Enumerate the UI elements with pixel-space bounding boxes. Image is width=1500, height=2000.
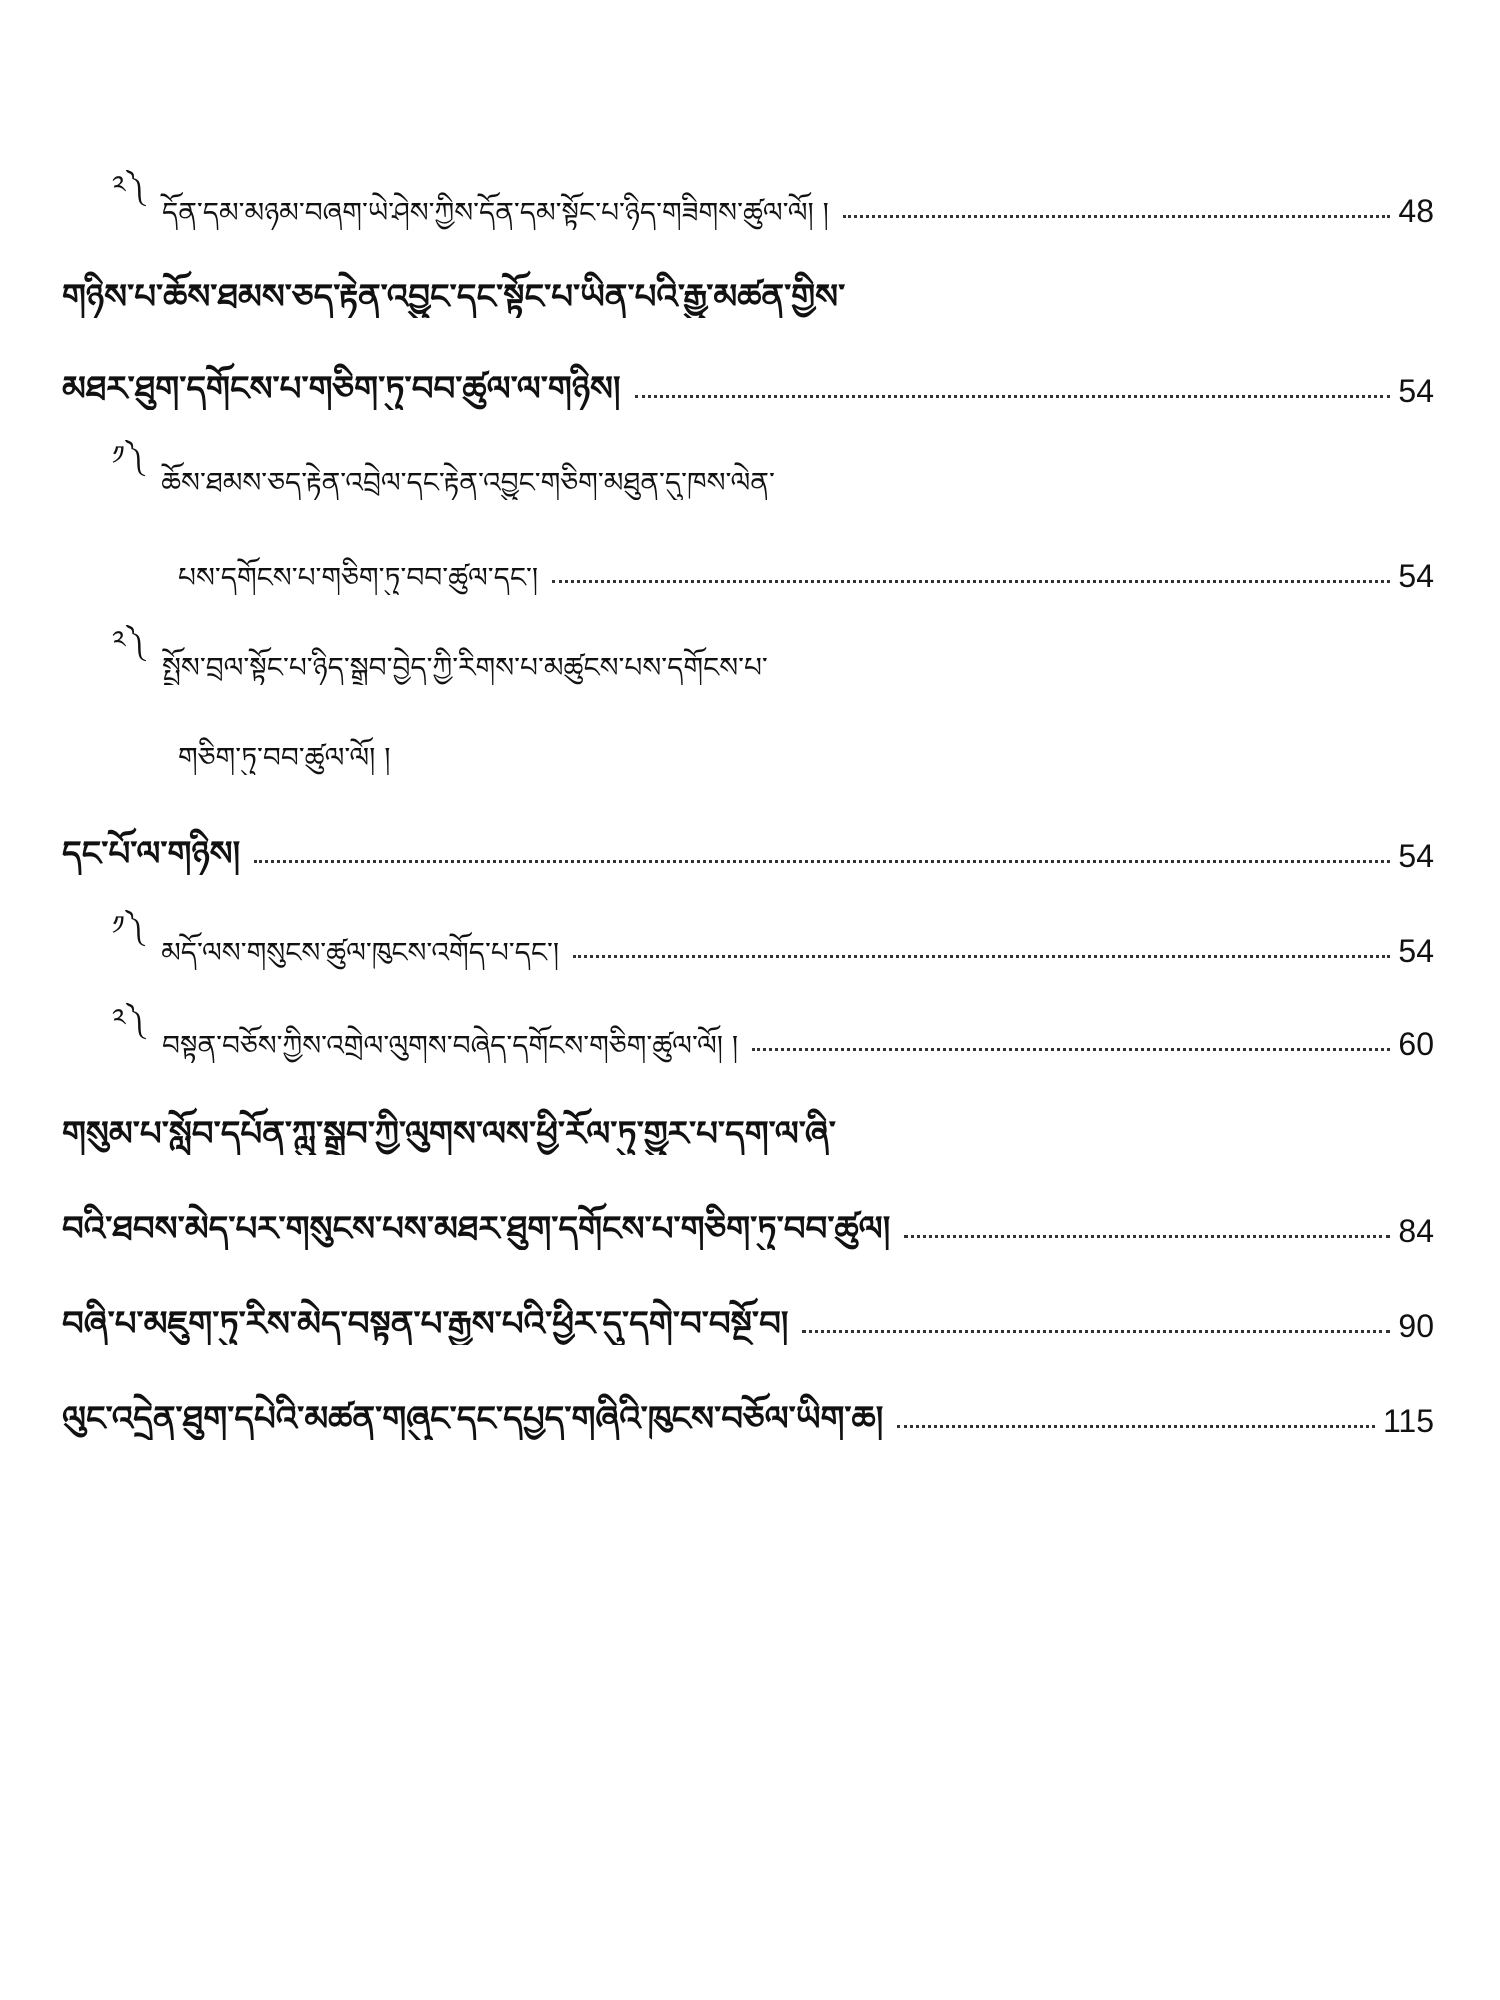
toc-entry [62, 1285, 1434, 1345]
toc-entry-continuation [62, 350, 1434, 410]
entry-title: སྤྲོས་བྲལ་སྟོང་པ་ཉིད་སྒྲུབ་བྱེད་ཀྱི་རིགས་པ་མཚུངས་པས་དགོངས་པ་ [162, 651, 768, 685]
page-number: 60 [1398, 1025, 1434, 1062]
dot-leader [552, 580, 1390, 583]
page-number: 54 [1398, 837, 1434, 874]
entry-number: ༢༽ [112, 626, 145, 656]
toc-entry [62, 258, 1162, 318]
page-number: 54 [1398, 557, 1434, 594]
dot-leader [897, 1425, 1375, 1428]
entry-title: བསྟན་བཅོས་ཀྱིས་འགྲེལ་ལུགས་བཞེད་དགོངས་གཅིག་ཚུལ་ལོ། ། [162, 1029, 739, 1063]
entry-number: ༡༽ [112, 441, 144, 471]
toc-entry [62, 1095, 1162, 1155]
toc-entry [62, 815, 1434, 875]
entry-title: པས་དགོངས་པ་གཅིག་ཏུ་བབ་ཚུལ་དང་། [178, 561, 539, 595]
page-number: 84 [1398, 1212, 1434, 1249]
toc-entry [112, 440, 1212, 500]
entry-title: དོན་དམ་མཉམ་བཞག་ཡེ་ཤེས་ཀྱིས་དོན་དམ་སྟོང་པ་ཉིད་གཟིགས་ཚུལ་ལོ། ། [162, 196, 829, 230]
dot-leader [635, 395, 1391, 398]
toc-entry [112, 910, 1434, 970]
dot-leader [904, 1235, 1390, 1238]
toc-entry-continuation [178, 715, 878, 775]
entry-number: ༡༽ [112, 911, 144, 941]
entry-title: མདོ་ལས་གསུངས་ཚུལ་ཁུངས་འགོད་པ་དང་། [161, 936, 560, 970]
page-number: 54 [1398, 932, 1434, 969]
dot-leader [573, 955, 1390, 958]
toc-entry [62, 1380, 1434, 1440]
entry-title: དང་པོ་ལ་གཉིས། [62, 834, 241, 875]
page-number: 54 [1398, 372, 1434, 409]
page-number: 115 [1382, 1402, 1434, 1439]
entry-title: ལུང་འདྲེན་ཐུག་དཔེའི་མཚན་གཞུང་དང་དཔྱད་གཞིའི་ཁུངས་བཅོལ་ཡིག་ཆ། [62, 1399, 884, 1440]
toc-entry [112, 625, 1212, 685]
entry-number: ༢༽ [112, 1004, 145, 1034]
toc-entry-continuation [62, 1190, 1434, 1250]
entry-number: ༢༽ [112, 171, 145, 201]
dot-leader [254, 860, 1390, 863]
dot-leader [752, 1048, 1390, 1051]
entry-title: གསུམ་པ་སློབ་དཔོན་ཀླུ་སྒྲུབ་ཀྱི་ལུགས་ལས་ཕྱི་རོལ་ཏུ་གྱུར་པ་དག་ལ་ཞི་ [62, 1114, 836, 1155]
toc-entry [112, 170, 1434, 230]
toc-entry [112, 1003, 1434, 1063]
entry-title: ཆོས་ཐམས་ཅད་རྟེན་འབྲེལ་དང་རྟེན་འབྱུང་གཅིག་མཐུན་དུ་ཁས་ལེན་ [161, 466, 775, 500]
toc-entry-continuation [178, 535, 1434, 595]
entry-title: གཉིས་པ་ཆོས་ཐམས་ཅད་རྟེན་འབྱུང་དང་སྟོང་པ་ཡིན་པའི་རྒྱུ་མཚན་གྱིས་ [62, 277, 846, 318]
entry-title: བཞི་པ་མཇུག་ཏུ་རིས་མེད་བསྟན་པ་རྒྱས་པའི་ཕྱིར་དུ་དགེ་བ་བསྔོ་བ། [62, 1304, 789, 1345]
page-number: 48 [1398, 192, 1434, 229]
dot-leader [802, 1330, 1390, 1333]
entry-title: བའི་ཐབས་མེད་པར་གསུངས་པས་མཐར་ཐུག་དགོངས་པ་གཅིག་ཏུ་བབ་ཚུལ། [62, 1209, 891, 1250]
entry-title: མཐར་ཐུག་དགོངས་པ་གཅིག་ཏུ་བབ་ཚུལ་ལ་གཉིས། [62, 369, 621, 410]
entry-title: གཅིག་ཏུ་བབ་ཚུལ་ལོ། ། [178, 741, 391, 775]
dot-leader [843, 215, 1391, 218]
page-number: 90 [1398, 1307, 1434, 1344]
